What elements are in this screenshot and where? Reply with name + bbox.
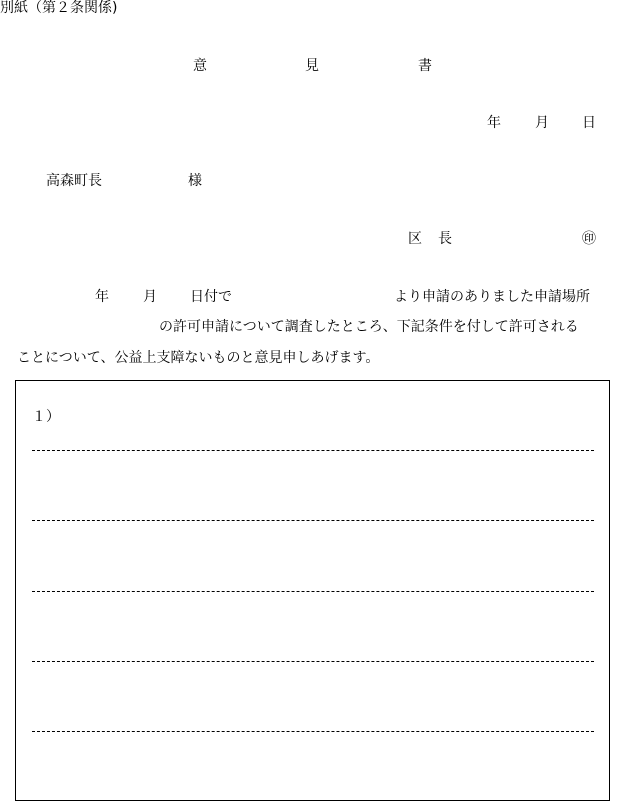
date-year: 年 <box>487 115 501 131</box>
condition-item-1-label: １） <box>32 409 60 425</box>
title-char-2: 見 <box>305 58 319 74</box>
dashed-line-3 <box>32 591 594 592</box>
sender-title-char-1: 区 <box>408 231 422 247</box>
body-year: 年 <box>95 289 109 305</box>
dashed-line-2 <box>32 520 594 521</box>
title-char-1: 意 <box>193 58 207 74</box>
addressee-name: 高森町長 <box>46 173 102 189</box>
dashed-line-5 <box>32 731 594 732</box>
appendix-label: 別紙（第２条関係) <box>0 0 118 16</box>
body-line-3: ことについて、公益上支障ないものと意見申しあげます。 <box>17 350 380 366</box>
body-month: 月 <box>143 289 157 305</box>
dashed-line-1 <box>32 450 594 451</box>
title-char-3: 書 <box>418 58 432 74</box>
seal-mark: ㊞ <box>582 231 596 247</box>
date-day: 日 <box>582 115 596 131</box>
body-day-suffix: 日付で <box>190 289 232 305</box>
sender-title-char-2: 長 <box>438 231 452 247</box>
dashed-line-4 <box>32 661 594 662</box>
body-line-1-tail: より申請のありました申請場所 <box>394 289 590 305</box>
date-month: 月 <box>535 115 549 131</box>
addressee-honorific: 様 <box>188 173 202 189</box>
body-line-2: の許可申請について調査したところ、下記条件を付して許可される <box>159 319 579 335</box>
